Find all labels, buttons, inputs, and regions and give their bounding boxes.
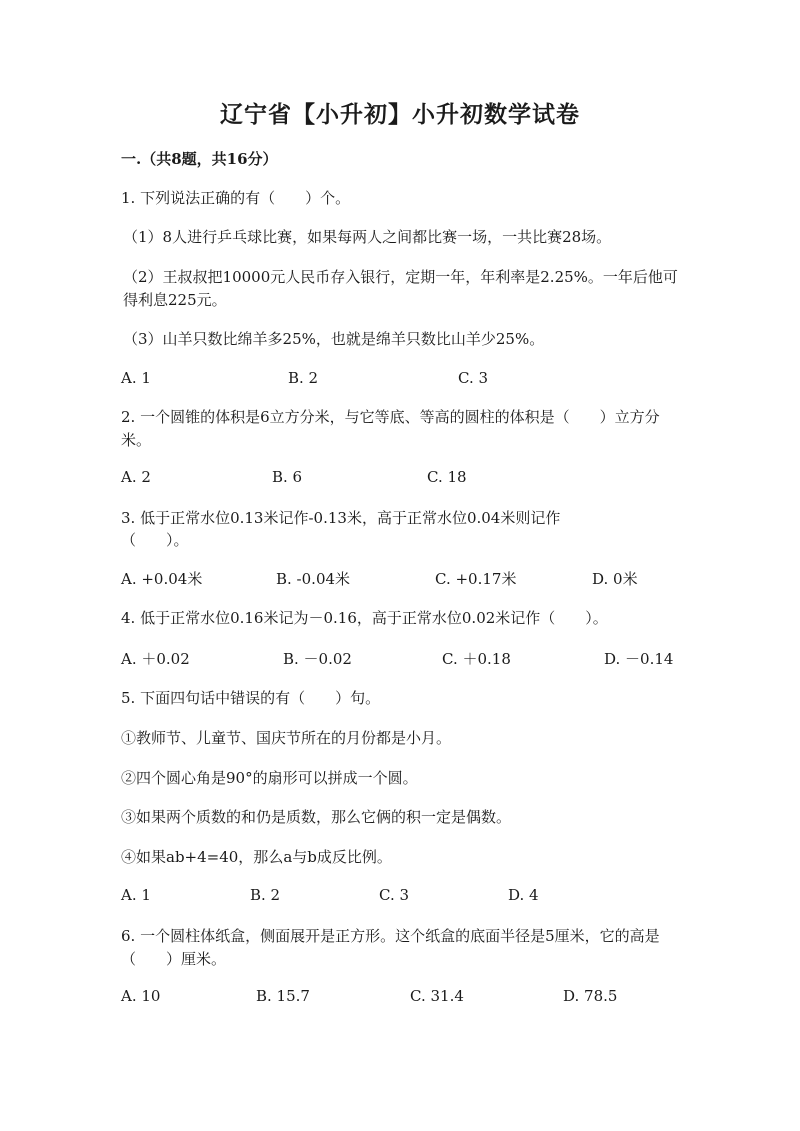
question-3-option-c[interactable]: C. +0.17米 — [435, 570, 517, 588]
question-4-stem: 4. 低于正常水位0.16米记为－0.16，高于正常水位0.02米记作（ ）。 — [121, 609, 608, 627]
question-5-statement-1: ①教师节、儿童节、国庆节所在的月份都是小月。 — [121, 729, 452, 747]
question-5-statement-4: ④如果ab+4=40，那么a与b成反比例。 — [121, 848, 392, 866]
exam-title: 辽宁省【小升初】小升初数学试卷 — [220, 101, 580, 128]
question-6-option-d[interactable]: D. 78.5 — [563, 987, 618, 1005]
question-2-option-b[interactable]: B. 6 — [272, 468, 303, 486]
question-1-stem: 1. 下列说法正确的有（ ）个。 — [121, 189, 351, 207]
question-5-statement-2: ②四个圆心角是90°的扇形可以拼成一个圆。 — [121, 769, 418, 787]
question-5-option-c[interactable]: C. 3 — [379, 886, 410, 904]
section-heading: 一.（共8题，共16分） — [121, 150, 278, 168]
question-3-option-d[interactable]: D. 0米 — [592, 570, 638, 588]
question-1-option-c[interactable]: C. 3 — [458, 369, 489, 387]
question-4-option-d[interactable]: D. －0.14 — [604, 650, 674, 668]
question-6-stem: 6. 一个圆柱体纸盒，侧面展开是正方形。这个纸盒的底面半径是5厘米，它的高是（ ）厘米。 — [121, 927, 660, 968]
question-3-stem: 3. 低于正常水位0.13米记作-0.13米，高于正常水位0.04米则记作（ ）。 — [121, 509, 561, 549]
question-1-option-b[interactable]: B. 2 — [288, 369, 319, 387]
question-3-option-a[interactable]: A. +0.04米 — [121, 570, 203, 588]
question-6-option-a[interactable]: A. 10 — [121, 987, 161, 1005]
question-4-option-a[interactable]: A. ＋0.02 — [121, 650, 190, 668]
question-5-option-b[interactable]: B. 2 — [250, 886, 281, 904]
question-5-stem: 5. 下面四句话中错误的有（ ）句。 — [121, 689, 381, 707]
question-1-statement-3: （3）山羊只数比绵羊多25%，也就是绵羊只数比山羊少25%。 — [123, 330, 545, 348]
question-2-option-c[interactable]: C. 18 — [427, 468, 467, 486]
question-4-option-c[interactable]: C. ＋0.18 — [442, 650, 511, 668]
question-2-option-a[interactable]: A. 2 — [121, 468, 151, 486]
question-3-option-b[interactable]: B. -0.04米 — [276, 570, 351, 588]
question-1-statement-2: （2）王叔叔把10000元人民币存入银行，定期一年，年利率是2.25%。一年后他可得利息225元。 — [123, 268, 678, 309]
question-2-stem: 2. 一个圆锥的体积是6立方分米，与它等底、等高的圆柱的体积是（ ）立方分米。 — [121, 408, 660, 449]
question-5-option-d[interactable]: D. 4 — [508, 886, 539, 904]
question-1-statement-1: （1）8人进行乒乓球比赛，如果每两人之间都比赛一场，一共比赛28场。 — [123, 228, 612, 246]
question-1-option-a[interactable]: A. 1 — [121, 369, 151, 387]
question-4-option-b[interactable]: B. －0.02 — [283, 650, 352, 668]
question-5-option-a[interactable]: A. 1 — [121, 886, 151, 904]
question-5-statement-3: ③如果两个质数的和仍是质数，那么它俩的积一定是偶数。 — [121, 808, 512, 826]
question-6-option-b[interactable]: B. 15.7 — [256, 987, 310, 1005]
question-6-option-c[interactable]: C. 31.4 — [410, 987, 464, 1005]
